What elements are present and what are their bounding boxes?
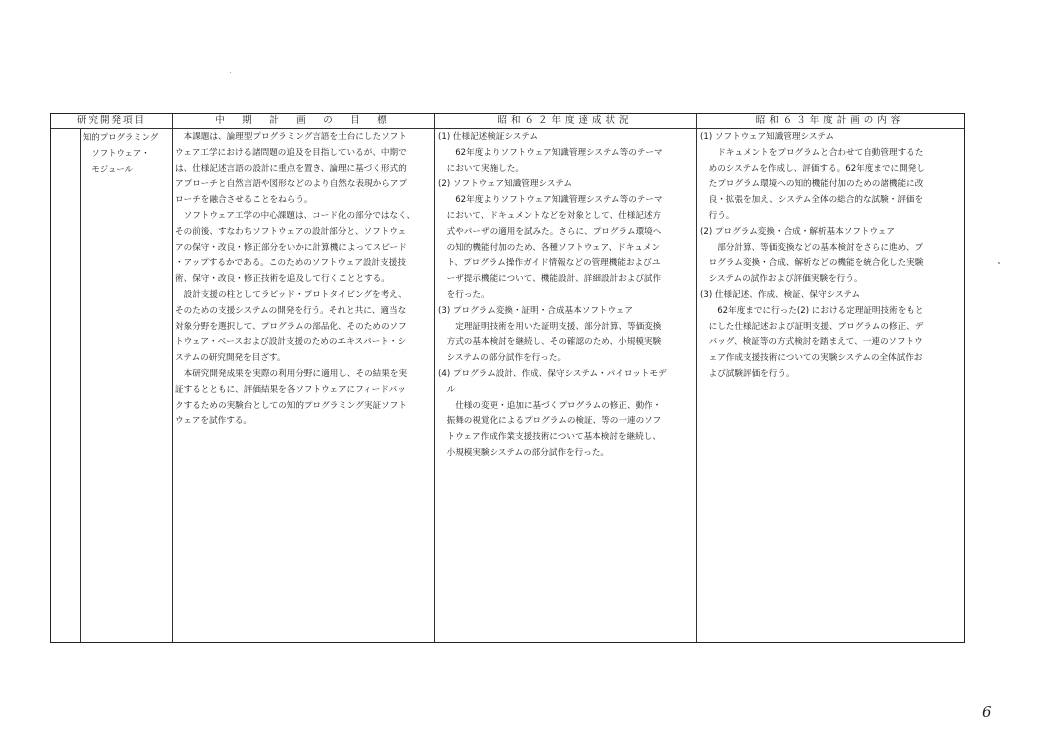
text-line: (1) 仕様記述検証システム — [438, 132, 538, 142]
text-line: たプログラム環境への知的機能付加のための諸機能に改 — [700, 179, 924, 190]
text-line: (2) プログラム変換・合成・解析基本ソフトウェア — [700, 226, 895, 237]
text-line: ソフトウェア工学の中心課題は、コード化の部分ではなく、 — [175, 210, 416, 221]
text-line: 振舞の視覚化によるプログラムの検証、等の一連のソフ — [438, 416, 662, 427]
text-line: 対象分野を選択して、プログラムの部品化、そのためのソフ — [175, 321, 407, 332]
text-line: 良・拡張を加え、システム全体の総合的な試験・評価を — [700, 195, 924, 206]
text-line: (2) ソフトウェア知識管理システム — [438, 179, 573, 190]
text-line: (3) 仕様記述、作成、検証、保守システム — [700, 289, 861, 300]
plan-table — [50, 113, 965, 643]
text-line: 方式の基本検討を継続し、その確認のため、小規模実験 — [438, 337, 662, 348]
text-line: において実施した。 — [438, 163, 524, 174]
text-line: (4) プログラム設計、作成、保守システム・パイロットモデ — [438, 368, 667, 379]
text-line: クするための実験台としての知的プログラミング実証ソフト — [175, 400, 407, 411]
text-line: システムの部分試作を行った。 — [438, 353, 567, 364]
text-line: (1) ソフトウェア知識管理システム — [700, 132, 835, 142]
page-number: 6 — [982, 703, 992, 721]
text-line: ウェア工学における諸問題の追及を目指しているが、中期で — [175, 147, 407, 158]
text-line: にした仕様記述および証明支援、プログラムの修正、デ — [700, 321, 924, 332]
text-line: ル — [438, 384, 456, 395]
text-line: 本研究開発成果を実際の利用分野に適用し、その結果を実 — [175, 368, 408, 379]
text-line: 術、保守・改良・修正技術を追及して行くこととする。 — [175, 274, 390, 285]
text-line: アプローチと自然言語や図形などのより自然な表現からアプ — [175, 179, 408, 190]
text-line: システムの試作および評価実験を行う。 — [700, 274, 863, 285]
fy63-plan-cell — [700, 130, 962, 383]
text-line: の知的機能付加のため、各種ソフトウェア、ドキュメン — [438, 242, 661, 253]
text-line: 62年度よりソフトウェア知識管理システム等のテーマ — [438, 147, 663, 158]
blank-column-divider — [80, 128, 81, 642]
text-line: バッグ、検証等の方式検討を踏まえて、一連のソフトウ — [700, 337, 923, 348]
text-line: 証するとともに、評価結果を各ソフトウェアにフィードバッ — [175, 384, 406, 395]
text-line: モジュール — [83, 163, 133, 174]
text-line: (3) プログラム変換・証明・合成基本ソフトウェア — [438, 305, 633, 316]
header-midterm-goal: 中 期 計 画 の 目 標 — [215, 115, 391, 126]
text-line: ェア作成支援技術についての実験システムの全体試作お — [700, 353, 923, 364]
text-line: ーザ提示機能について、機能設計、詳細設計および試作 — [438, 274, 662, 285]
text-line: 式やパーザの適用を試みた。さらに、プログラム環境へ — [438, 226, 662, 237]
fy62-status-cell — [438, 130, 694, 462]
text-line: ウェアを試作する。 — [175, 416, 253, 427]
text-line: ソフトウェア・ — [83, 147, 150, 158]
text-line: ト、プログラム操作ガイド情報などの管理機能およびユ — [438, 258, 661, 269]
text-line: 知的プログラミング — [83, 132, 159, 142]
text-line: 62年度よりソフトウェア知識管理システム等のテーマ — [438, 195, 663, 206]
header-fy63-plan: 昭和６３年度計画の内容 — [755, 115, 905, 126]
text-line: アの保守・改良・修正部分をいかに計算機によってスピード — [175, 242, 407, 253]
text-line: 本課題は、論理型プログラミング言語を土台にしたソフト — [175, 132, 407, 142]
header-fy62-status: 昭和６２年度達成状況 — [497, 115, 633, 126]
column-divider — [696, 114, 697, 642]
scan-speck — [998, 262, 1000, 264]
midterm-goal-cell — [175, 130, 431, 430]
text-line: ステムの研究開発を目ざす。 — [175, 353, 286, 364]
text-line: 仕様の変更・追加に基づくプログラムの修正、動作・ — [438, 400, 662, 411]
text-line: トウェア・ベースおよび設計支援のためのエキスパート・シ — [175, 337, 407, 348]
scan-speck — [230, 72, 231, 73]
text-line: ・アップするかである。このためのソフトウェア設計支援技 — [175, 258, 406, 269]
research-item-cell — [83, 130, 171, 177]
header-divider — [51, 128, 964, 129]
text-line: トウェア作成作業支援技術について基本検討を継続し、 — [438, 432, 661, 443]
text-line: 設計支援の柱としてラピッド・プロトタイピングを考え、 — [175, 289, 407, 300]
text-line: 部分計算、等価変換などの基本検討をさらに進め、プ — [700, 242, 924, 253]
text-line: よび試験評価を行う。 — [700, 368, 795, 379]
text-line: その前後、すなわちソフトウェアの設計部分と、ソフトウェ — [175, 226, 407, 237]
header-research-item: 研究開発項目 — [76, 115, 146, 126]
text-line: を行った。 — [438, 289, 490, 300]
text-line: ドキュメントをプログラムと合わせて自動管理するた — [700, 147, 924, 158]
column-divider — [172, 114, 173, 642]
text-line: において、ドキュメントなどを対象として、仕様記述方 — [438, 210, 662, 221]
text-line: は、仕様記述言語の設計に重点を置き、論理に基づく形式的 — [175, 163, 407, 174]
text-line: そのための支援システムの開発を行う。それと共に、適当な — [175, 305, 407, 316]
text-line: 定理証明技術を用いた証明支援、部分計算、等価変換 — [438, 321, 662, 332]
column-divider — [434, 114, 435, 642]
text-line: ログラム変換・合成、解析などの機能を統合化した実験 — [700, 258, 924, 269]
text-line: ローチを融合させることをねらう。 — [175, 195, 313, 206]
text-line: 行う。 — [700, 210, 735, 221]
text-line: 62年度までに行った(2) における定理証明技術をもと — [700, 305, 924, 316]
text-line: めのシステムを作成し、評価する。62年度までに開発し — [700, 163, 925, 174]
text-line: 小規模実験システムの部分試作を行った。 — [438, 447, 610, 458]
